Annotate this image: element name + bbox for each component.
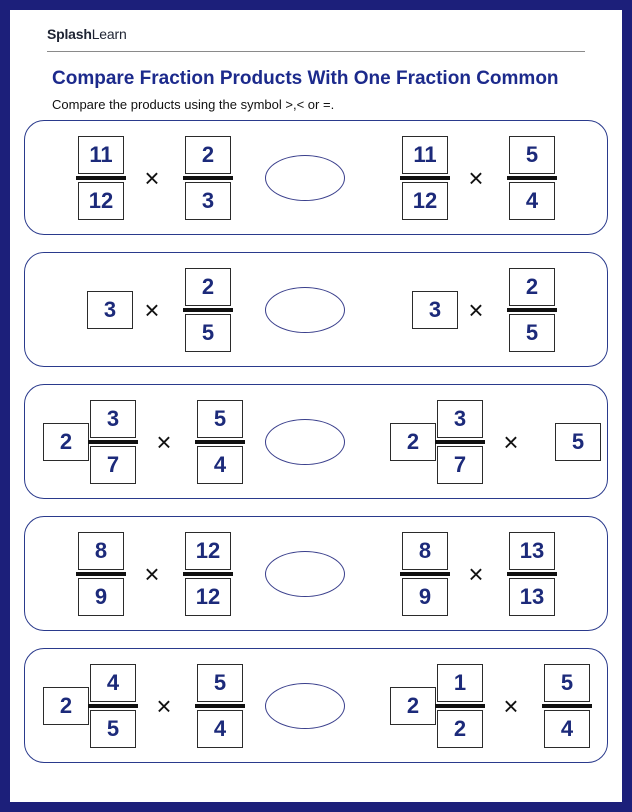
- problem-2-left-fraction-numerator: 2: [185, 268, 231, 306]
- problem-1-right-fraction-2-bar: [507, 176, 557, 180]
- problem-3-left-fraction-numerator: 5: [197, 400, 243, 438]
- problem-5-right-times-sign: ×: [503, 691, 519, 721]
- worksheet-title: Compare Fraction Products With One Fraction Common: [52, 68, 559, 89]
- problem-3-right-times-sign: ×: [503, 427, 519, 457]
- worksheet-instruction: Compare the products using the symbol >,< or =.: [52, 97, 335, 112]
- problem-5-right-fraction-denominator: 4: [544, 710, 590, 748]
- problem-row: [24, 384, 608, 499]
- problem-row: [24, 648, 608, 763]
- problem-1-right-fraction-2-denominator: 4: [509, 182, 555, 220]
- problem-1-right-fraction-1-numerator: 11: [402, 136, 448, 174]
- problem-3-left-mixed-fraction-numerator: 3: [90, 400, 136, 438]
- problem-4-right-fraction-1-numerator: 8: [402, 532, 448, 570]
- problem-1-left-times-sign: ×: [144, 163, 160, 193]
- problem-row: [24, 516, 608, 631]
- problem-3-right-mixed-whole: 2: [390, 423, 436, 461]
- problem-5-left-mixed-fraction-numerator: 4: [90, 664, 136, 702]
- problem-1-left-fraction-2-bar: [183, 176, 233, 180]
- problem-3-right-mixed-fraction-denominator: 7: [437, 446, 483, 484]
- problem-4-left-fraction-1-bar: [76, 572, 126, 576]
- problem-5-left-fraction-bar: [195, 704, 245, 708]
- problem-2-right-whole: 3: [412, 291, 458, 329]
- problem-row: [24, 120, 608, 235]
- problem-3-left-times-sign: ×: [156, 427, 172, 457]
- problem-3-right-mixed-fraction-bar: [435, 440, 485, 444]
- problem-3-right-whole: 5: [555, 423, 601, 461]
- problem-5-left-fraction-numerator: 5: [197, 664, 243, 702]
- problem-2-right-fraction-bar: [507, 308, 557, 312]
- problem-2-left-fraction-denominator: 5: [185, 314, 231, 352]
- problem-2-right-times-sign: ×: [468, 295, 484, 325]
- problem-4-right-fraction-1-denominator: 9: [402, 578, 448, 616]
- logo-light-part: Learn: [91, 26, 127, 42]
- problem-3-left-fraction-denominator: 4: [197, 446, 243, 484]
- problem-5-right-mixed-fraction-numerator: 1: [437, 664, 483, 702]
- problem-1-answer-oval[interactable]: [265, 155, 345, 201]
- splashlearn-logo: [47, 26, 127, 42]
- header-divider: [47, 51, 585, 52]
- problem-1-left-fraction-2-denominator: 3: [185, 182, 231, 220]
- problem-5-left-mixed-fraction-denominator: 5: [90, 710, 136, 748]
- problem-2-right-fraction-numerator: 2: [509, 268, 555, 306]
- problem-4-right-times-sign: ×: [468, 559, 484, 589]
- problem-3-left-mixed-fraction-bar: [88, 440, 138, 444]
- problem-2-left-times-sign: ×: [144, 295, 160, 325]
- problem-3-left-mixed-whole: 2: [43, 423, 89, 461]
- problem-4-answer-oval[interactable]: [265, 551, 345, 597]
- problem-4-left-fraction-1-denominator: 9: [78, 578, 124, 616]
- problem-5-right-mixed-whole: 2: [390, 687, 436, 725]
- problem-4-left-fraction-1-numerator: 8: [78, 532, 124, 570]
- problem-1-right-fraction-1-denominator: 12: [402, 182, 448, 220]
- problem-2-left-fraction-bar: [183, 308, 233, 312]
- problem-4-right-fraction-2-bar: [507, 572, 557, 576]
- problem-row: [24, 252, 608, 367]
- problem-1-right-times-sign: ×: [468, 163, 484, 193]
- problem-4-right-fraction-2-numerator: 13: [509, 532, 555, 570]
- problem-5-right-mixed-fraction-bar: [435, 704, 485, 708]
- problem-4-left-fraction-2-bar: [183, 572, 233, 576]
- problem-1-left-fraction-1-bar: [76, 176, 126, 180]
- logo-bold-part: Splash: [47, 26, 92, 42]
- problem-5-left-times-sign: ×: [156, 691, 172, 721]
- problem-2-answer-oval[interactable]: [265, 287, 345, 333]
- problem-5-right-mixed-fraction-denominator: 2: [437, 710, 483, 748]
- problem-2-right-fraction-denominator: 5: [509, 314, 555, 352]
- problem-3-left-mixed-fraction-denominator: 7: [90, 446, 136, 484]
- problem-4-left-fraction-2-denominator: 12: [185, 578, 231, 616]
- problem-1-left-fraction-1-denominator: 12: [78, 182, 124, 220]
- problem-4-right-fraction-2-denominator: 13: [509, 578, 555, 616]
- problem-1-left-fraction-2-numerator: 2: [185, 136, 231, 174]
- problem-1-right-fraction-2-numerator: 5: [509, 136, 555, 174]
- problem-4-right-fraction-1-bar: [400, 572, 450, 576]
- problem-3-answer-oval[interactable]: [265, 419, 345, 465]
- problem-5-right-fraction-bar: [542, 704, 592, 708]
- problem-5-left-mixed-whole: 2: [43, 687, 89, 725]
- problem-1-right-fraction-1-bar: [400, 176, 450, 180]
- problem-5-left-fraction-denominator: 4: [197, 710, 243, 748]
- problem-3-left-fraction-bar: [195, 440, 245, 444]
- problem-1-left-fraction-1-numerator: 11: [78, 136, 124, 174]
- problem-4-left-times-sign: ×: [144, 559, 160, 589]
- problem-5-left-mixed-fraction-bar: [88, 704, 138, 708]
- problem-4-left-fraction-2-numerator: 12: [185, 532, 231, 570]
- problem-5-right-fraction-numerator: 5: [544, 664, 590, 702]
- problem-2-left-whole: 3: [87, 291, 133, 329]
- problem-3-right-mixed-fraction-numerator: 3: [437, 400, 483, 438]
- problem-5-answer-oval[interactable]: [265, 683, 345, 729]
